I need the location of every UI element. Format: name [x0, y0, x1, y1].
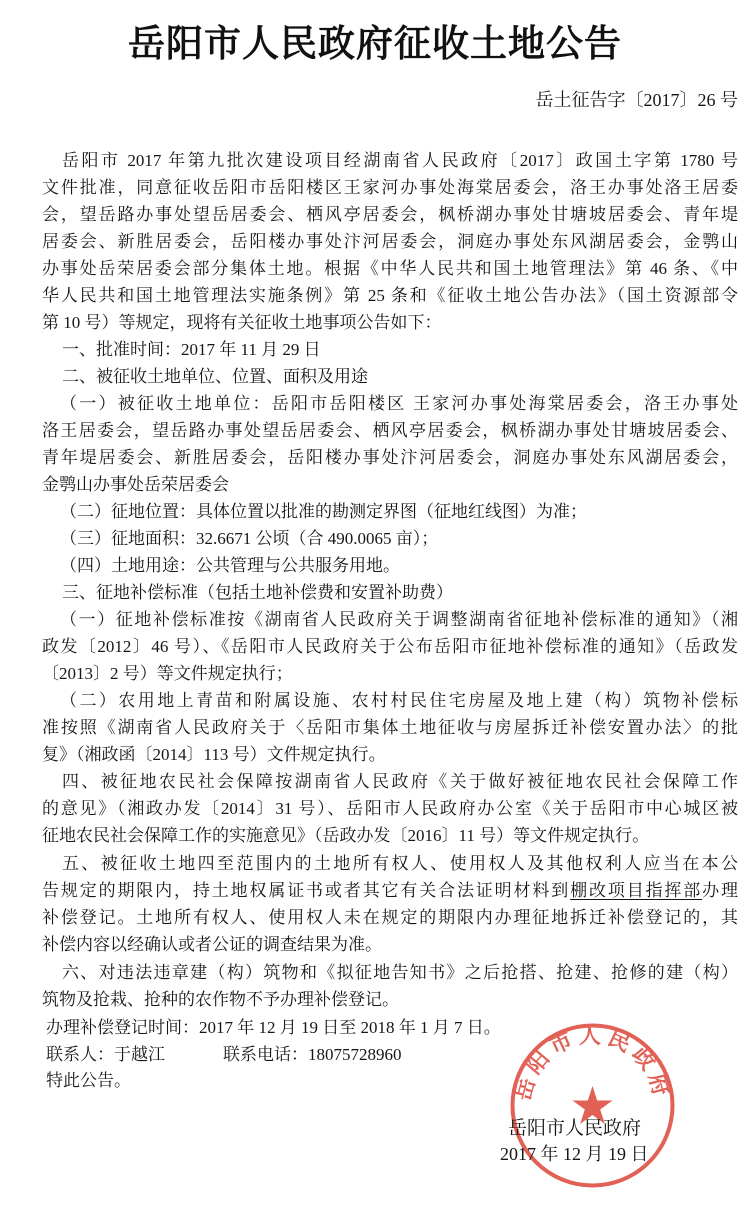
paragraph-line: 征地农民社会保障工作的实施意见》（岳政办发〔2016〕11 号）等文件规定执行。	[42, 826, 650, 845]
registration-time-line: 办理补偿登记时间：2017 年 12 月 19 日至 2018 年 1 月 7 日。	[46, 1018, 501, 1037]
paragraph-line: 文件批准，同意征收岳阳市岳阳楼区王家河办事处海棠居委会，洛王办事处洛王居委	[42, 178, 738, 197]
land-units-line: （一）被征收土地单位：岳阳市岳阳楼区 王家河办事处海棠居委会，洛王办事处	[60, 394, 738, 413]
paragraph-line: 会，望岳路办事处望岳居委会、栖风亭居委会，枫桥湖办事处甘塘坡居委会、青年堤	[42, 205, 738, 224]
paragraph-line: 筑物及抢栽、抢种的农作物不予办理补偿登记。	[42, 990, 399, 1009]
paragraph-line: 补偿内容以经确认或者公证的调查结果为准。	[42, 935, 382, 954]
paragraph-line: 洛王居委会，望岳路办事处望岳居委会、栖风亭居委会，枫桥湖办事处甘塘坡居委会、	[42, 421, 738, 440]
document-number: 岳土征告字〔2017〕26 号	[535, 90, 738, 110]
paragraph-line: 补偿登记。土地所有权人、使用权人未在规定的期限内办理征地拆迁补偿登记的，其	[42, 908, 738, 927]
paragraph-line: 华人民共和国土地管理法实施条例》第 25 条和《征收土地公告办法》（国土资源部令	[42, 286, 738, 305]
paragraph-text: 告规定的期限内，持土地权属证书或者其它有关合法证明材料到	[42, 881, 571, 900]
signature-organization: 岳阳市人民政府	[508, 1118, 642, 1139]
paragraph-line: 政发〔2012〕46 号）、《岳阳市人民政府关于公布岳阳市征地补偿标准的通知》（岳政发	[42, 637, 738, 656]
land-use-line: （四）土地用途：公共管理与公共服务用地。	[60, 556, 400, 575]
crops-compensation-line: （二）农用地上青苗和附属设施、农村村民住宅房屋及地上建（构）筑物补偿标	[60, 691, 738, 710]
paragraph-line: 办事处岳荣居委会部分集体土地。根据《中华人民共和国土地管理法》第 46 条、《中	[42, 259, 738, 278]
registration-office: 棚改项目指挥部	[570, 881, 703, 900]
paragraph-line: 居委会、新胜居委会，岳阳楼办事处汴河居委会，洞庭办事处东风湖居委会，金鹗山	[42, 232, 738, 251]
contact-line	[46, 1041, 738, 1068]
signature-date: 2017 年 12 月 19 日	[500, 1144, 649, 1164]
contact-person-label: 联系人：	[46, 1045, 114, 1064]
approval-time-line: 一、批准时间：2017 年 11 月 29 日	[62, 340, 321, 359]
section-6-line: 六、对违法违章建（构）筑物和《拟征地告知书》之后抢搭、抢建、抢修的建（构）	[62, 963, 738, 982]
paragraph-text: 办理	[702, 881, 738, 900]
compensation-standard-line: （一）征地补偿标准按《湖南省人民政府关于调整湖南省征地补偿标准的通知》（湘	[60, 610, 738, 629]
intro-paragraph-line: 岳阳市 2017 年第九批次建设项目经湖南省人民政府〔2017〕政国土字第 1780 号	[62, 151, 738, 170]
paragraph-line: 复》（湘政函〔2014〕113 号）文件规定执行。	[42, 745, 386, 764]
paragraph-line: 准按照《湖南省人民政府关于〈岳阳市集体土地征收与房屋拆迁补偿安置办法〉的批	[42, 718, 738, 737]
closing-line: 特此公告。	[46, 1071, 131, 1090]
section-5-line: 五、被征收土地四至范围内的土地所有权人、使用权人及其他权利人应当在本公	[62, 854, 738, 873]
section-3-heading: 三、征地补偿标准（包括土地补偿费和安置补助费）	[62, 583, 453, 602]
land-area-line: （三）征地面积：32.6671 公顷（合 490.0065 亩）；	[60, 529, 439, 548]
section-2-heading: 二、被征收土地单位、位置、面积及用途	[62, 367, 368, 386]
contact-phone: 18075728960	[308, 1045, 402, 1064]
seal-lettering: 岳阳市人民政府	[509, 1022, 676, 1104]
land-location-line: （二）征地位置：具体位置以批准的勘测定界图（征地红线图）为准；	[60, 502, 587, 521]
paragraph-line: 〔2013〕2 号）等文件规定执行；	[42, 664, 293, 683]
paragraph-line: 金鹗山办事处岳荣居委会	[42, 475, 229, 494]
section-4-line: 四、被征地农民社会保障按湖南省人民政府《关于做好被征地农民社会保障工作	[62, 772, 738, 791]
contact-phone-label: 联系电话：	[223, 1045, 308, 1064]
paragraph-line	[42, 877, 738, 904]
paragraph-line: 青年堤居委会、新胜居委会，岳阳楼办事处汴河居委会，洞庭办事处东风湖居委会，	[42, 448, 738, 467]
page-title: 岳阳市人民政府征收土地公告	[128, 24, 622, 65]
contact-person: 于越江	[114, 1045, 165, 1064]
paragraph-line: 的意见》（湘政办发〔2014〕31 号）、岳阳市人民政府办公室《关于岳阳市中心城区被	[42, 799, 738, 818]
paragraph-line: 第 10 号）等规定，现将有关征收土地事项公告如下：	[42, 313, 442, 332]
